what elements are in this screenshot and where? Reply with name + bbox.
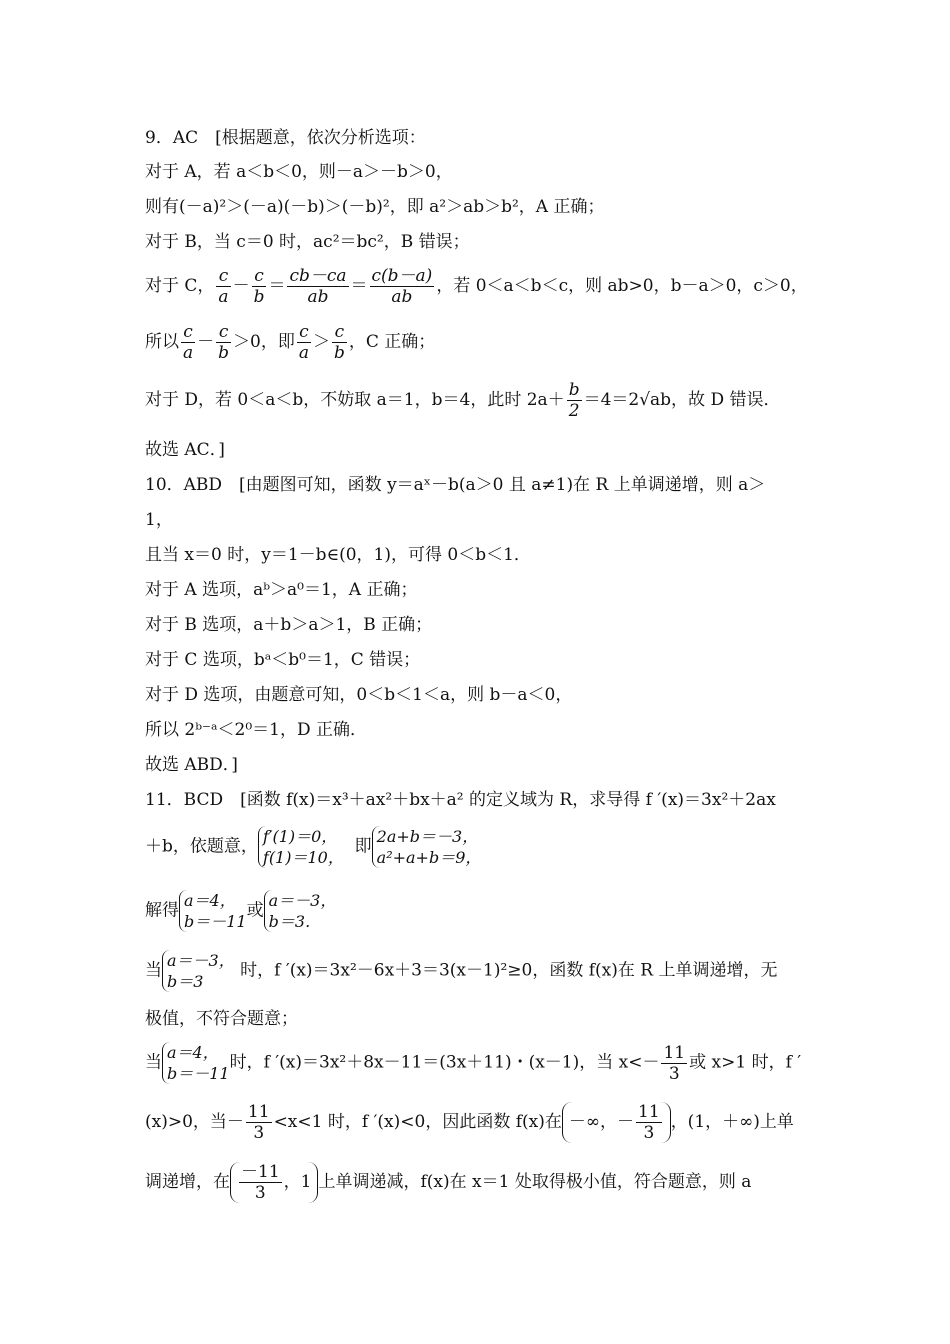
system-2: 2a+b＝－3， a²+a+b＝9， xyxy=(372,826,482,868)
q11-line6: (x)>0，当－ $\frac{11}{3}$ <x<1 时，f ′(x)<0，因此函数 f(x)在 －∞，－ $\frac{11}{3}$ ，(1，＋∞)上单 xyxy=(145,1102,794,1143)
frac-m11-3: $\frac{-11}{3}$ xyxy=(241,1162,280,1203)
q9-line4: 对于 C， $\frac{c}{a}$ － $\frac{c}{b}$ ＝ $\frac{cb-ca}{ab}$ ＝ $\frac{c(b-a)}{ab}$ ，若 0＜a＜b＜c，则 ab>0，b－a＞0，c＞0， xyxy=(145,266,808,307)
q11-line7: 调递增，在 $\frac{-11}{3}$ ，1 上单调递减，f(x)在 x＝1 处取得极小值，符合题意，则 a xyxy=(145,1162,752,1203)
frac-c-b-3: $\frac{c}{b}$ xyxy=(334,322,345,363)
frac-c-a-2: $\frac{c}{a}$ xyxy=(183,322,194,363)
frac-c-a: $\frac{c}{a}$ xyxy=(218,266,229,307)
q9-conclusion: 故选 AC．] xyxy=(145,440,225,460)
system-5: a＝－3， b＝3 xyxy=(162,950,235,992)
frac-11-3-c: $\frac{11}{3}$ xyxy=(638,1102,660,1143)
q11-line3: 当 a＝－3， b＝3 时，f ′(x)＝3x²－6x＋3＝3(x－1)²≥0，函数 f(x)在 R 上单调递增，无 xyxy=(145,951,778,991)
frac-11-3-b: $\frac{11}{3}$ xyxy=(247,1102,270,1143)
frac-c-a-3: $\frac{c}{a}$ xyxy=(298,322,309,363)
q11-line1: ＋b，依题意， f′(1)＝0， f(1)＝10， 即 2a+b＝－3， a²+a+b＝9， xyxy=(145,827,482,867)
q9-head: 9．AC [根据题意，依次分析选项： xyxy=(145,128,426,148)
system-3: a＝4， b＝－11 xyxy=(179,890,247,932)
q11-line4: 极值，不符合题意； xyxy=(145,1009,298,1029)
q10-conclusion: 故选 ABD．] xyxy=(145,755,238,775)
q11-head: 11．BCD [函数 f(x)＝x³＋ax²＋bx＋a² 的定义域为 R，求导得 f ′(x)＝3x²＋2ax xyxy=(145,790,776,810)
frac-11-3: $\frac{11}{3}$ xyxy=(663,1042,686,1084)
frac-c-b-2: $\frac{c}{b}$ xyxy=(218,322,230,363)
frac-cba-ab: $\frac{c(b-a)}{ab}$ xyxy=(371,266,433,307)
q9-line4-tail: ，若 0＜a＜b＜c，则 ab>0，b－a＞0，c＞0， xyxy=(436,276,808,296)
q9-line2: 则有(－a)²＞(－a)(－b)＞(－b)²，即 a²＞ab＞b²，A 正确； xyxy=(145,197,605,217)
q9-line6: 对于 D，若 0＜a＜b，不妨取 a＝1，b＝4，此时 2a＋ $\frac{b}{2}$ ＝4＝2√ab，故 D 错误． xyxy=(145,380,781,421)
frac-cbca-ab: $\frac{cb-ca}{ab}$ xyxy=(289,266,347,307)
system-6: a＝4， b＝－11 xyxy=(162,1042,230,1084)
q9-line3: 对于 B，当 c＝0 时，ac²＝bc²，B 错误； xyxy=(145,232,470,252)
system-1: f′(1)＝0， f(1)＝10， xyxy=(258,826,344,868)
q10-line7: 所以 2ᵇ⁻ᵃ＜2⁰＝1，D 正确． xyxy=(145,720,368,740)
q10-line5: 对于 C 选项，bᵃ＜b⁰＝1，C 错误； xyxy=(145,650,421,670)
q10-line4: 对于 B 选项，a＋b＞a＞1，B 正确； xyxy=(145,615,433,635)
q9-line1: 对于 A，若 a＜b＜0，则－a＞－b＞0， xyxy=(145,162,453,182)
q11-line2: 解得 a＝4， b＝－11 或 a＝－3， b＝3． xyxy=(145,891,337,931)
q10-line6: 对于 D 选项，由题意可知，0＜b＜1＜a，则 b－a＜0， xyxy=(145,685,573,705)
q9-line5: 所以 $\frac{c}{a}$ － $\frac{c}{b}$ ＞0，即 $\frac{c}{a}$ ＞ $\frac{c}{b}$ ，C 正确； xyxy=(145,322,436,363)
interval-decreasing: $\frac{-11}{3}$ ，1 xyxy=(230,1162,318,1203)
q10-line3: 对于 A 选项，aᵇ＞a⁰＝1，A 正确； xyxy=(145,580,418,600)
system-4: a＝－3， b＝3． xyxy=(264,890,337,932)
frac-b-2: $\frac{b}{2}$ xyxy=(568,380,580,421)
interval-neg-inf: －∞，－ $\frac{11}{3}$ xyxy=(562,1102,671,1143)
frac-c-b: $\frac{c}{b}$ xyxy=(253,266,265,307)
q10-line1: 1， xyxy=(145,510,173,530)
q10-head: 10．ABD [由题图可知，函数 y＝aˣ－b(a＞0 且 a≠1)在 R 上单调递增，则 a＞ xyxy=(145,475,766,495)
q9-line4-lead: 对于 C， xyxy=(145,276,215,296)
q10-line2: 且当 x＝0 时，y＝1－b∈(0，1)，可得 0＜b＜1． xyxy=(145,545,531,565)
q11-line5: 当 a＝4， b＝－11 时，f ′(x)＝3x²＋8x－11＝(3x＋11)・(x－1)，当 x<－ $\frac{11}{3}$ 或 x>1 时，f ′ xyxy=(145,1042,802,1084)
